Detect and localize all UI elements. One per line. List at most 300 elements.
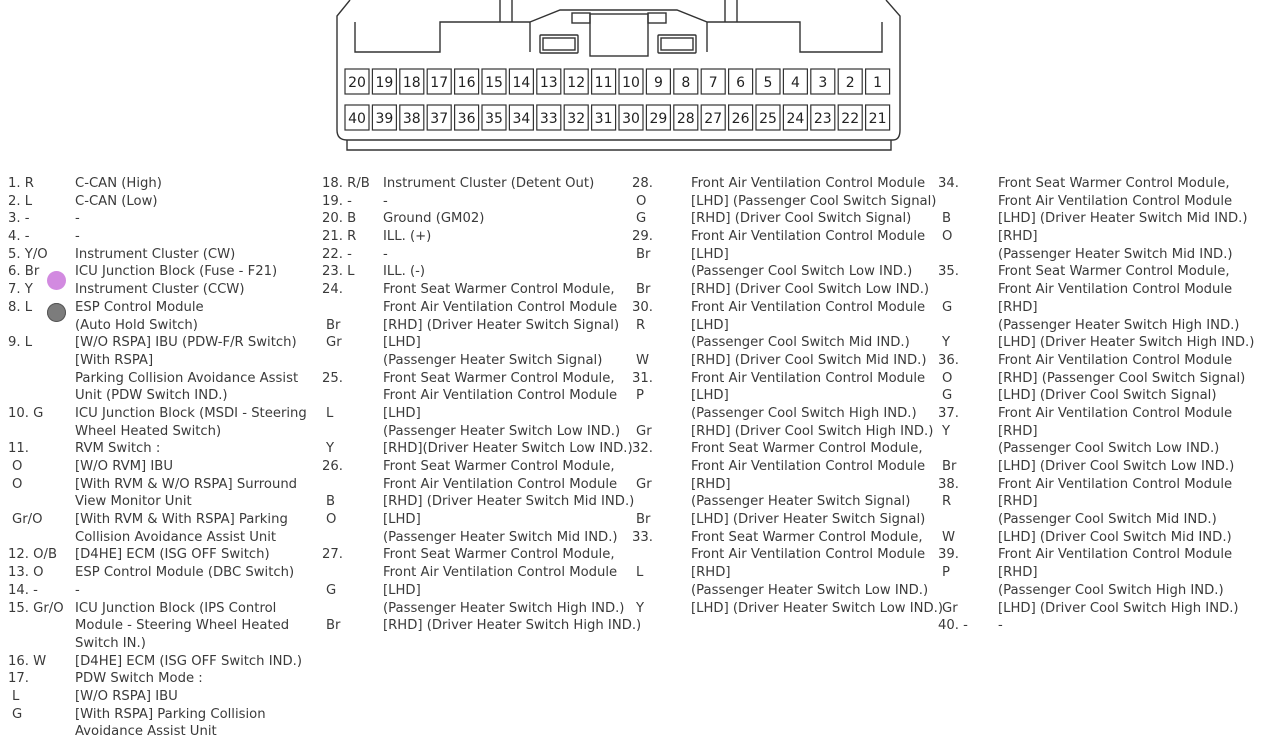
pin-number: 14: [512, 75, 531, 91]
pin-number: 36: [457, 111, 476, 127]
legend-column-4: [938, 175, 1274, 635]
pin-description: [RHD]: [691, 476, 731, 492]
pin-label: 27.: [322, 547, 343, 563]
legend-row: [938, 193, 1274, 211]
pin-label: G: [942, 299, 953, 315]
pin-description: (Passenger Heater Switch Mid IND.): [383, 529, 618, 545]
pin-description: Front Seat Warmer Control Module,: [691, 529, 923, 545]
connector-diagram: [0, 0, 1280, 160]
pin-description: [RHD] (Passenger Cool Switch Signal): [998, 370, 1246, 386]
legend-row: [8, 352, 318, 370]
legend-row: [322, 405, 628, 423]
pin-description: [D4HE] ECM (ISG OFF Switch): [75, 547, 270, 563]
pin-number: 27: [704, 111, 723, 127]
legend-row: [8, 493, 318, 511]
legend-row: [632, 493, 932, 511]
pin-number: 18: [402, 75, 421, 91]
legend-row: [322, 546, 628, 564]
pin-description: [LHD] (Driver Heater Switch Mid IND.): [998, 211, 1248, 227]
pin-label: Gr: [942, 600, 958, 616]
legend-row: [938, 352, 1274, 370]
pin-description: ESP Control Module: [75, 299, 204, 315]
legend-row: [322, 352, 628, 370]
pin-number: 5: [763, 75, 773, 91]
pin-description: Front Air Ventilation Control Module: [998, 405, 1233, 421]
pin-description: Switch IN.): [75, 635, 146, 651]
pin-number: 30: [622, 111, 640, 127]
pin-description: (Passenger Heater Switch Low IND.): [383, 423, 621, 439]
pin-description: Front Air Ventilation Control Module: [383, 299, 618, 315]
pin-description: [LHD] (Driver Cool Switch Low IND.): [998, 459, 1235, 474]
pin-label: 33.: [632, 529, 653, 545]
pin-description: Collision Avoidance Assist Unit: [75, 529, 277, 545]
pin-number: 3: [818, 75, 828, 91]
legend-row: [322, 263, 628, 281]
legend-row: [632, 281, 932, 299]
pin-label: G: [942, 388, 953, 404]
pin-description: [RHD]: [998, 423, 1038, 439]
legend-row: [938, 582, 1274, 600]
legend-row: [8, 387, 318, 405]
pin-description: [RHD]: [998, 565, 1038, 581]
pin-description: [LHD]: [691, 246, 729, 262]
pin-label: 39.: [938, 547, 959, 563]
pin-description: Front Seat Warmer Control Module,: [383, 370, 615, 386]
legend-row: [8, 334, 318, 352]
pin-label: G: [12, 706, 23, 722]
legend-row: [322, 423, 628, 441]
pin-description: ILL. (+): [383, 229, 432, 245]
pin-description: ICU Junction Block (MSDI - Steering: [75, 405, 307, 421]
pin-number: 24: [786, 111, 805, 127]
pin-description: Front Seat Warmer Control Module,: [383, 282, 615, 298]
legend-row: [632, 370, 932, 388]
legend-row: [8, 635, 318, 653]
legend-row: [322, 334, 628, 352]
pin-label: 7. Y: [8, 282, 33, 298]
pin-label: 8. L: [8, 299, 33, 315]
pin-label: 1. R: [8, 176, 34, 191]
pin-label: 2. L: [8, 193, 33, 209]
legend-row: [8, 228, 318, 246]
pin-description: [LHD]: [691, 317, 729, 333]
pin-number: 7: [708, 75, 718, 91]
legend-row: [322, 175, 628, 193]
legend-row: [632, 334, 932, 352]
pin-description: Module - Steering Wheel Heated: [75, 618, 290, 634]
pin-description: -: [998, 618, 1003, 634]
pin-label: P: [942, 565, 950, 581]
pin-label: O: [636, 193, 647, 209]
pin-label: G: [326, 582, 337, 598]
pin-description: C-CAN (High): [75, 176, 162, 191]
pin-description: [LHD]: [383, 512, 421, 528]
pin-number: 25: [759, 111, 777, 127]
connector-latch: [590, 14, 648, 56]
legend-row: [938, 405, 1274, 423]
legend-row: [632, 317, 932, 335]
pin-description: [D4HE] ECM (ISG OFF Switch IND.): [75, 653, 302, 669]
legend-row: [8, 281, 318, 299]
pin-number: 13: [539, 75, 558, 91]
legend-row: [322, 476, 628, 494]
pin-description: Front Air Ventilation Control Module: [998, 193, 1233, 209]
pin-number: 6: [736, 75, 746, 91]
pin-number: 4: [790, 75, 800, 91]
pin-label: 5. Y/O: [8, 246, 48, 262]
legend-row: [632, 263, 932, 281]
pin-number: 35: [485, 111, 503, 127]
pin-description: [With RSPA]: [75, 352, 154, 368]
pin-label: 35.: [938, 264, 959, 280]
pin-description: RVM Switch :: [75, 441, 161, 457]
legend-row: [8, 617, 318, 635]
legend-row: [8, 688, 318, 706]
pin-label: Y: [636, 600, 645, 616]
pin-number: 31: [594, 111, 613, 127]
pin-description: ESP Control Module (DBC Switch): [75, 565, 295, 581]
legend-row: [8, 440, 318, 458]
legend-row: [322, 440, 633, 458]
legend-row: [632, 405, 932, 423]
legend-row: [322, 387, 628, 405]
legend-row: [938, 617, 1274, 635]
pin-description: [RHD] (Driver Cool Switch Low IND.): [691, 282, 930, 298]
legend-row: [322, 529, 628, 547]
pin-description: [RHD] (Driver Heater Switch Signal): [383, 317, 620, 333]
pin-label: 21. R: [322, 229, 357, 245]
pin-description: Front Air Ventilation Control Module: [383, 388, 618, 404]
pin-description: ILL. (-): [383, 264, 426, 280]
pin-number: 1: [873, 75, 883, 91]
legend-row: [938, 281, 1274, 299]
legend-row: [8, 317, 318, 335]
pin-label: 11.: [8, 441, 29, 457]
pin-description: -: [75, 229, 80, 245]
legend-row: [632, 246, 932, 264]
pin-label: Gr: [326, 335, 342, 351]
pin-description: [RHD]: [691, 565, 731, 581]
legend-row: [632, 387, 932, 405]
pin-description: Instrument Cluster (CW): [75, 246, 236, 262]
pin-description: -: [383, 246, 388, 262]
pin-description: Front Air Ventilation Control Module: [998, 352, 1233, 368]
legend-row: [938, 299, 1274, 317]
pin-description: [LHD] (Driver Cool Switch Mid IND.): [998, 529, 1232, 545]
pin-label: 14. -: [8, 582, 38, 598]
pin-description: [W/O RSPA] IBU (PDW-F/R Switch): [75, 335, 297, 351]
pin-label: 17.: [8, 671, 29, 687]
legend-row: [8, 299, 318, 317]
legend-row: [632, 511, 932, 529]
pin-label: 16. W: [8, 653, 47, 669]
pin-number: 17: [430, 75, 449, 91]
legend-column-2: [322, 175, 642, 635]
legend-row: [938, 263, 1274, 281]
legend-row: [8, 670, 318, 688]
pin-description: [RHD] (Driver Cool Switch High IND.): [691, 423, 934, 439]
pin-description: Front Air Ventilation Control Module: [691, 229, 926, 245]
legend-row: [938, 546, 1274, 564]
pin-label: 29.: [632, 229, 653, 245]
legend-row: [8, 193, 318, 211]
legend-row: [632, 175, 932, 193]
legend-row: [938, 493, 1274, 511]
pin-number: 2: [845, 75, 855, 91]
legend-row: [938, 228, 1274, 246]
pin-description: [RHD] (Driver Cool Switch Signal): [691, 211, 912, 227]
pin-label: 6. Br: [8, 264, 40, 280]
pin-label: Br: [636, 282, 651, 298]
legend-column-1: [8, 175, 318, 741]
pin-label: Gr/O: [12, 512, 43, 528]
legend-row: [322, 281, 628, 299]
pin-description: [RHD] (Driver Heater Switch Mid IND.): [383, 494, 635, 510]
legend-row: [938, 175, 1274, 193]
legend-row: [938, 423, 1274, 441]
pin-description: [RHD] (Driver Heater Switch High IND.): [383, 618, 642, 634]
legend-row: [8, 458, 318, 476]
pin-number: 12: [567, 75, 586, 91]
pin-description: Front Air Ventilation Control Module: [691, 459, 926, 474]
pin-label: R: [942, 494, 952, 510]
pin-description: Front Seat Warmer Control Module,: [383, 547, 615, 563]
pin-description: [LHD]: [383, 582, 421, 598]
connector-base: [347, 140, 891, 150]
connector-key-area: [500, 0, 737, 22]
pin-label: R: [636, 317, 646, 333]
pin-number: 26: [731, 111, 750, 127]
pin-label: 24.: [322, 282, 343, 298]
pin-number: 39: [375, 111, 394, 127]
legend-row: [632, 546, 932, 564]
legend-row: [8, 423, 318, 441]
legend-row: [8, 529, 318, 547]
pin-description: ICU Junction Block (IPS Control: [75, 600, 277, 616]
pin-label: W: [942, 529, 956, 545]
pin-number: 21: [868, 111, 887, 127]
pin-number: 37: [430, 111, 449, 127]
pin-description: Front Seat Warmer Control Module,: [383, 459, 615, 474]
pin-label: 20. B: [322, 211, 357, 227]
legend-row: [8, 210, 318, 228]
pin-description: View Monitor Unit: [75, 494, 192, 510]
legend-row: [632, 529, 932, 547]
legend-row: [938, 370, 1274, 388]
pin-description: Front Seat Warmer Control Module,: [998, 176, 1230, 191]
pin-label: P: [636, 388, 644, 404]
legend-row: [322, 246, 628, 264]
pin-description: Wheel Heated Switch): [75, 423, 222, 439]
legend-row: [938, 564, 1274, 582]
pin-label: L: [326, 405, 334, 421]
pin-description: [W/O RSPA] IBU: [75, 688, 178, 704]
pin-description: [With RVM & With RSPA] Parking: [75, 512, 288, 528]
pin-label: Y: [942, 423, 951, 439]
pin-description: [RHD] (Driver Cool Switch Mid IND.): [691, 352, 927, 368]
pin-label: 38.: [938, 476, 959, 492]
pin-description: Unit (PDW Switch IND.): [75, 388, 228, 404]
pin-description: [LHD] (Driver Heater Switch High IND.): [998, 335, 1255, 351]
legend-row: [8, 405, 318, 423]
legend-row: [322, 370, 628, 388]
pin-grid: [345, 69, 890, 130]
legend-row: [322, 317, 628, 335]
legend-row: [322, 564, 628, 582]
pin-number: 8: [681, 75, 691, 91]
legend-row: [632, 440, 932, 458]
pin-label: Br: [326, 618, 341, 634]
pin-number: 33: [539, 111, 558, 127]
pin-description: [RHD]: [998, 299, 1038, 315]
legend-row: [8, 263, 318, 281]
legend-row: [632, 352, 932, 370]
pin-description: Front Air Ventilation Control Module: [998, 282, 1233, 298]
pin-label: O: [12, 459, 23, 474]
legend-row: [322, 493, 635, 511]
pin-label: 30.: [632, 299, 653, 315]
pin-label: B: [326, 494, 336, 510]
pin-description: -: [75, 582, 80, 598]
pin-description: Front Air Ventilation Control Module: [691, 370, 926, 386]
pin-label: 31.: [632, 370, 653, 386]
pin-description: (Passenger Heater Switch Signal): [691, 494, 911, 510]
pin-description: (Auto Hold Switch): [75, 317, 198, 333]
legend-row: [938, 529, 1274, 547]
pin-label: O: [942, 370, 953, 386]
pin-label: 4. -: [8, 229, 30, 245]
legend-row: [8, 582, 318, 600]
legend-column-3: [632, 175, 944, 617]
pin-description: (Passenger Heater Switch Low IND.): [691, 582, 929, 598]
pin-label: 19. -: [322, 193, 352, 209]
pin-label: 23. L: [322, 264, 355, 280]
pin-label: Br: [636, 512, 651, 528]
pin-label: 3. -: [8, 211, 30, 227]
pin-description: ICU Junction Block (Fuse - F21): [75, 264, 278, 280]
legend-row: [938, 246, 1274, 264]
pin-description: (Passenger Heater Switch Mid IND.): [998, 246, 1233, 262]
pin-description: Avoidance Assist Unit: [75, 724, 217, 740]
legend-row: [322, 193, 628, 211]
legend-row: [938, 600, 1274, 618]
legend-row: [322, 617, 642, 635]
pin-description: -: [75, 211, 80, 227]
pin-label: 25.: [322, 370, 343, 386]
pin-label: L: [636, 565, 644, 581]
legend-row: [8, 511, 318, 529]
legend-row: [632, 228, 932, 246]
pin-description: Instrument Cluster (CCW): [75, 282, 245, 298]
legend-row: [938, 334, 1274, 352]
pin-description: PDW Switch Mode :: [75, 671, 203, 687]
pin-label: Y: [326, 441, 335, 457]
legend-row: [8, 370, 318, 388]
legend-row: [8, 546, 318, 564]
pin-label: 18. R/B: [322, 176, 370, 191]
legend-row: [322, 210, 628, 228]
pin-label: Br: [942, 459, 957, 474]
pin-description: Front Air Ventilation Control Module: [691, 176, 926, 191]
pin-number: 15: [485, 75, 503, 91]
pin-description: Front Seat Warmer Control Module,: [691, 441, 923, 457]
pin-description: [LHD] (Passenger Cool Switch Signal): [691, 193, 937, 209]
legend-row: [632, 458, 932, 476]
pin-label: Br: [326, 317, 341, 333]
pin-label: O: [942, 229, 953, 245]
legend-row: [938, 387, 1274, 405]
legend-row: [938, 440, 1274, 458]
legend-row: [8, 706, 318, 724]
pin-description: (Passenger Cool Switch High IND.): [998, 582, 1224, 598]
pin-number: 23: [813, 111, 832, 127]
pin-description: (Passenger Cool Switch Low IND.): [998, 441, 1220, 457]
pin-label: Br: [636, 246, 651, 262]
pin-description: (Passenger Cool Switch Mid IND.): [691, 335, 910, 351]
pin-number: 32: [567, 111, 586, 127]
pin-description: (Passenger Cool Switch Mid IND.): [998, 512, 1217, 528]
pin-description: Instrument Cluster (Detent Out): [383, 176, 595, 191]
legend-row: [938, 511, 1274, 529]
pin-label: 12. O/B: [8, 547, 58, 563]
legend-row: [632, 600, 944, 618]
legend-row: [938, 476, 1274, 494]
pin-description: (Passenger Cool Switch High IND.): [691, 405, 917, 421]
pin-number: 28: [676, 111, 695, 127]
legend-row: [8, 723, 318, 741]
pin-label: 9. L: [8, 335, 33, 351]
legend-row: [8, 246, 318, 264]
pin-number: 29: [649, 111, 668, 127]
legend-row: [632, 193, 937, 211]
pin-label: 15. Gr/O: [8, 600, 64, 616]
legend-row: [322, 511, 628, 529]
legend-row: [8, 564, 318, 582]
pin-number: 11: [594, 75, 613, 91]
legend-row: [322, 600, 628, 618]
legend-row: [322, 582, 628, 600]
pin-description: [With RVM & W/O RSPA] Surround: [75, 476, 298, 492]
legend-row: [8, 175, 318, 193]
pin-label: W: [636, 352, 650, 368]
pin-number: 16: [457, 75, 476, 91]
pin-description: Front Air Ventilation Control Module: [691, 299, 926, 315]
pin-description: Front Seat Warmer Control Module,: [998, 264, 1230, 280]
legend-row: [322, 458, 628, 476]
legend-row: [632, 582, 932, 600]
pin-description: -: [383, 193, 388, 209]
pin-description: Front Air Ventilation Control Module: [383, 476, 618, 492]
pin-number: 10: [622, 75, 640, 91]
pin-label: O: [12, 476, 23, 492]
legend-row: [632, 210, 932, 228]
pin-description: [LHD]: [383, 335, 421, 351]
legend-row: [8, 476, 318, 494]
pin-number: 38: [402, 111, 421, 127]
pin-number: 9: [653, 75, 663, 91]
pin-number: 34: [512, 111, 531, 127]
pin-number: 40: [348, 111, 366, 127]
legend-row: [322, 299, 628, 317]
pin-label: O: [326, 512, 337, 528]
pin-label: G: [636, 211, 647, 227]
pin-number: 20: [348, 75, 366, 91]
pin-description: [RHD]: [998, 229, 1038, 245]
pin-description: [W/O RVM] IBU: [75, 459, 173, 474]
legend-row: [8, 653, 318, 671]
legend-row: [632, 564, 932, 582]
pin-description: [LHD]: [691, 388, 729, 404]
